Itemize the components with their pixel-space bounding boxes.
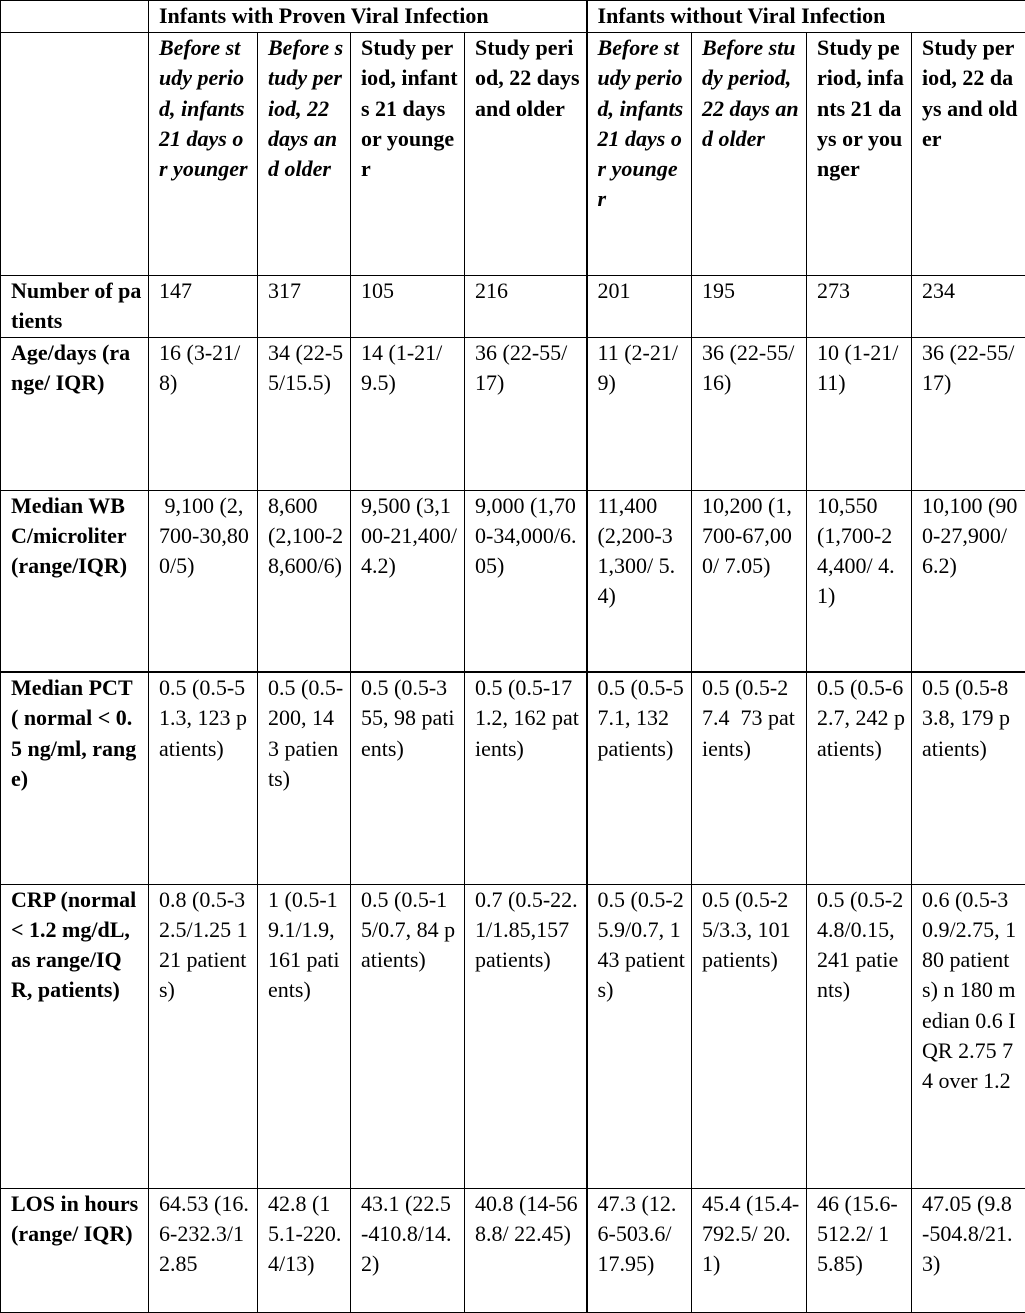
table-cell: 0.5 (0.5-57.1, 132 patients) — [587, 672, 692, 884]
table-cell: 34 (22-55/15.5) — [258, 337, 351, 490]
table-cell: 317 — [258, 276, 351, 338]
table-cell: 1 (0.5-19.1/1.9, 161 patients) — [258, 884, 351, 1188]
table-cell: 47.3 (12.6-503.6/ 17.95) — [587, 1188, 692, 1312]
table-row — [1, 884, 1025, 1188]
table-cell: 0.5 (0.5-25.9/0.7, 143 patients) — [587, 884, 692, 1188]
table-cell: 273 — [807, 276, 912, 338]
table-cell: 0.5 (0.5-200, 143 patients) — [258, 672, 351, 884]
table-row — [1, 276, 1025, 338]
table-cell: 0.5 (0.5-51.3, 123 patients) — [149, 672, 258, 884]
corner-cell-2 — [1, 33, 149, 276]
table-cell: 36 (22-55/ 16) — [692, 337, 807, 490]
column-header-row — [1, 33, 1025, 276]
group-header-viral: Infants with Proven Viral Infection — [149, 1, 587, 33]
table-cell: 10,550 (1,700-24,400/ 4.1) — [807, 490, 912, 672]
column-header: Before study period, 22 days and older — [692, 33, 807, 276]
table-cell: 0.8 (0.5-32.5/1.25 121 patients) — [149, 884, 258, 1188]
table-cell: 195 — [692, 276, 807, 338]
column-header: Study period, infants 21 days or younger — [351, 33, 465, 276]
table-cell: 0.5 (0.5-25/3.3, 101 patients) — [692, 884, 807, 1188]
table-cell: 216 — [465, 276, 587, 338]
table-cell: 45.4 (15.4-792.5/ 20.1) — [692, 1188, 807, 1312]
table-row — [1, 1188, 1025, 1312]
row-label-crp: CRP (normal < 1.2 mg/dL, as range/IQR, patients) — [1, 884, 149, 1188]
table-cell: 10,200 (1,700-67,000/ 7.05) — [692, 490, 807, 672]
table-cell: 42.8 (15.1-220.4/13) — [258, 1188, 351, 1312]
table-cell: 0.5 (0.5-355, 98 patients) — [351, 672, 465, 884]
row-label-median-pct: Median PCT ( normal < 0.5 ng/ml, range) — [1, 672, 149, 884]
table-cell: 43.1 (22.5-410.8/14.2) — [351, 1188, 465, 1312]
row-label-age: Age/days (range/ IQR) — [1, 337, 149, 490]
table-cell: 147 — [149, 276, 258, 338]
table-cell: 201 — [587, 276, 692, 338]
table-cell: 36 (22-55/ 17) — [465, 337, 587, 490]
corner-cell — [1, 1, 149, 33]
table-cell: 46 (15.6-512.2/ 15.85) — [807, 1188, 912, 1312]
column-header: Study period, 22 days and older — [465, 33, 587, 276]
table-cell: 0.5 (0.5-171.2, 162 patients) — [465, 672, 587, 884]
table-cell: 0.7 (0.5-22.1/1.85,157 patients) — [465, 884, 587, 1188]
table-cell: 0.5 (0.5-27.4 73 patients) — [692, 672, 807, 884]
table-cell: 10,100 (900-27,900/ 6.2) — [912, 490, 1025, 672]
table-cell: 105 — [351, 276, 465, 338]
column-header: Study period, 22 days and older — [912, 33, 1025, 276]
table-cell: 0.5 (0.5-15/0.7, 84 patients) — [351, 884, 465, 1188]
table-cell: 0.5 (0.5-62.7, 242 patients) — [807, 672, 912, 884]
table-cell: 36 (22-55/ 17) — [912, 337, 1025, 490]
table-cell: 9,500 (3,100-21,400/ 4.2) — [351, 490, 465, 672]
column-header: Before study period, infants 21 days or younger — [149, 33, 258, 276]
group-header-nonviral: Infants without Viral Infection — [587, 1, 1025, 33]
table-cell: 47.05 (9.8-504.8/21.3) — [912, 1188, 1025, 1312]
table-cell: 0.6 (0.5-30.9/2.75, 180 patients) n 180 median 0.6 IQR 2.75 74 over 1.2 — [912, 884, 1025, 1188]
row-label-median-wbc: Median WBC/microliter (range/IQR) — [1, 490, 149, 672]
table-cell: 11 (2-21/9) — [587, 337, 692, 490]
table-row — [1, 337, 1025, 490]
table-cell: 9,000 (1,700-34,000/6.05) — [465, 490, 587, 672]
table-row — [1, 490, 1025, 672]
row-label-los: LOS in hours (range/ IQR) — [1, 1188, 149, 1312]
table-cell: 14 (1-21/ 9.5) — [351, 337, 465, 490]
table-cell: 9,100 (2,700-30,800/5) — [149, 490, 258, 672]
table-cell: 40.8 (14-568.8/ 22.45) — [465, 1188, 587, 1312]
table-row — [1, 672, 1025, 884]
row-label-number-of-patients: Number of patients — [1, 276, 149, 338]
table-cell: 8,600 (2,100-28,600/6) — [258, 490, 351, 672]
table-cell: 234 — [912, 276, 1025, 338]
table-cell: 64.53 (16.6-232.3/12.85 — [149, 1188, 258, 1312]
table-cell: 10 (1-21/11) — [807, 337, 912, 490]
table-cell: 11,400 (2,200-31,300/ 5.4) — [587, 490, 692, 672]
table-cell: 0.5 (0.5-83.8, 179 patients) — [912, 672, 1025, 884]
table-cell: 0.5 (0.5-24.8/0.15, 241 patients) — [807, 884, 912, 1188]
column-header: Before study period, 22 days and older — [258, 33, 351, 276]
column-header: Study period, infants 21 days or younger — [807, 33, 912, 276]
column-header: Before study period, infants 21 days or younger — [587, 33, 692, 276]
group-header-row — [1, 1, 1025, 33]
table-cell: 16 (3-21/8) — [149, 337, 258, 490]
